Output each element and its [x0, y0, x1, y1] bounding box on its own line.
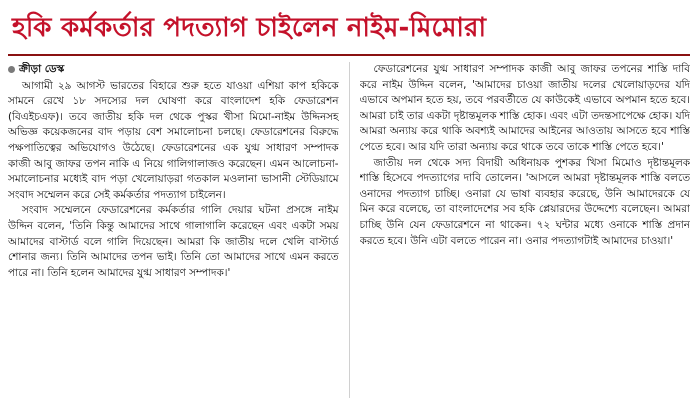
headline-rule — [8, 54, 690, 56]
left-column — [8, 62, 339, 398]
right-column — [360, 62, 691, 398]
paragraph: আগামী ২৯ আগস্ট ভারতের বিহারে শুরু হতে যাওয়া এশিয়া কাপ হকিকে সামনে রেখে ১৮ সদস্যের দল ঘোষণা করে বাংলাদেশ হকি ফেডারেশন (বিএইচএফ)। তবে জাতীয় হকি দল থেকে পুস্কর খীসা মিমো-নাইম উদ্দিনসহ অভিজ্ঞ কয়েকজনের বাদ পড়ায় বেশ সমালোচনা চলছে। ফেডারেশনের বিরুদ্ধে পক্ষপাতিত্বের অভিযোগও উঠেছে। ফেডারেশনের এক যুগ্ম সাধারণ সম্পাদক কাজী আবু জাফর তপন নাকি এ নিয়ে গালিগালাজও করেছেন। এমন আলোচনা-সমালোচনার মধ্যেই বাদ পড়া খেলোয়াড়রা গতকাল মওলানা ভাসানী স্টেডিয়ামে সংবাদ সম্মেলন করে সেই কর্মকর্তার পদত্যাগ চাইলেন। — [8, 79, 339, 201]
article-body — [8, 62, 690, 398]
column-divider — [349, 62, 350, 398]
paragraph: সংবাদ সম্মেলনে ফেডারেশনের কর্মকর্তার গালি দেয়ার ঘটনা প্রসঙ্গে নাইম উদ্দিন বলেন, 'তিনি কিন্তু আমাদের সাথে গালাগালি করেছেন এবং একটা সময় আমাদের বাস্টার্ড বলে গালি দিয়েছেন। আমরা কি জাতীয় দলে খেলি বাস্টার্ড শোনার জন্য। তিনি আমাদের তপন ভাই। তিনি তো আমাদের সাথে এমন করতে পারে না। তিনি হলেন আমাদের যুগ্ম সাধারণ সম্পাদক।' — [8, 204, 339, 279]
article-headline: হকি কর্মকর্তার পদত্যাগ চাইলেন নাইম-মিমোরা — [12, 13, 487, 43]
byline-text: ক্রীড়া ডেস্ক — [19, 63, 65, 75]
paragraph: জাতীয় দল থেকে সদ্য বিদায়ী অধিনায়ক পুশকর খিসা মিমোও দৃষ্টান্তমূলক শাস্তি হিসেবে পদত্যাগের দাবি তোলেন। 'আসলে আমরা দৃষ্টান্তমূলক শাস্তি বলতে ওনাদের পদত্যাগ চাচ্ছি। ওনারা যে ভাষা ব্যবহার করেছে, উনি আমাদেরকে যে মিন করে বলেছে, তা বাংলাদেশের সব হকি প্লেয়ারদের উদ্দেশ্যে বলেছেন। আমরা চাচ্ছি উনি যেন ফেডারেশনে না থাকেন। ৭২ ঘন্টার মধ্যে ওনাকে শাস্তি প্রদান করতে হবে। উনি এটা বলতে পারেন না। ওনার পদত্যাগটাই আমাদের চাওয়া।' — [359, 156, 690, 247]
paragraph: ফেডারেশনের যুগ্ম সাধারণ সম্পাদক কাজী আবু জাফর তপনের শাস্তি দাবি করে নাইম উদ্দিন বলেন, 'আমাদের চাওয়া জাতীয় দলের খেলোয়াড়দের যদি এভাবে অপমান হতে হয়, তবে পরবর্তীতে যে কাউকেই এভাবে অপমান হতে হবে। আমরা চাই তার একটা দৃষ্টান্তমূলক শাস্তি হোক। এবং এটা তদন্তসাপেক্ষে হোক। যদি আমরা অন্যায় করে থাকি অবশ্যই আমাদের আইনের আওতায় আসতে হবে শাস্তি পেতে হবে। আর যদি তারা অন্যায় করে থাকে তবে তাকে শাস্তি পেতে হবে।' — [359, 63, 690, 153]
bullet-icon — [8, 66, 15, 73]
byline — [8, 62, 339, 78]
